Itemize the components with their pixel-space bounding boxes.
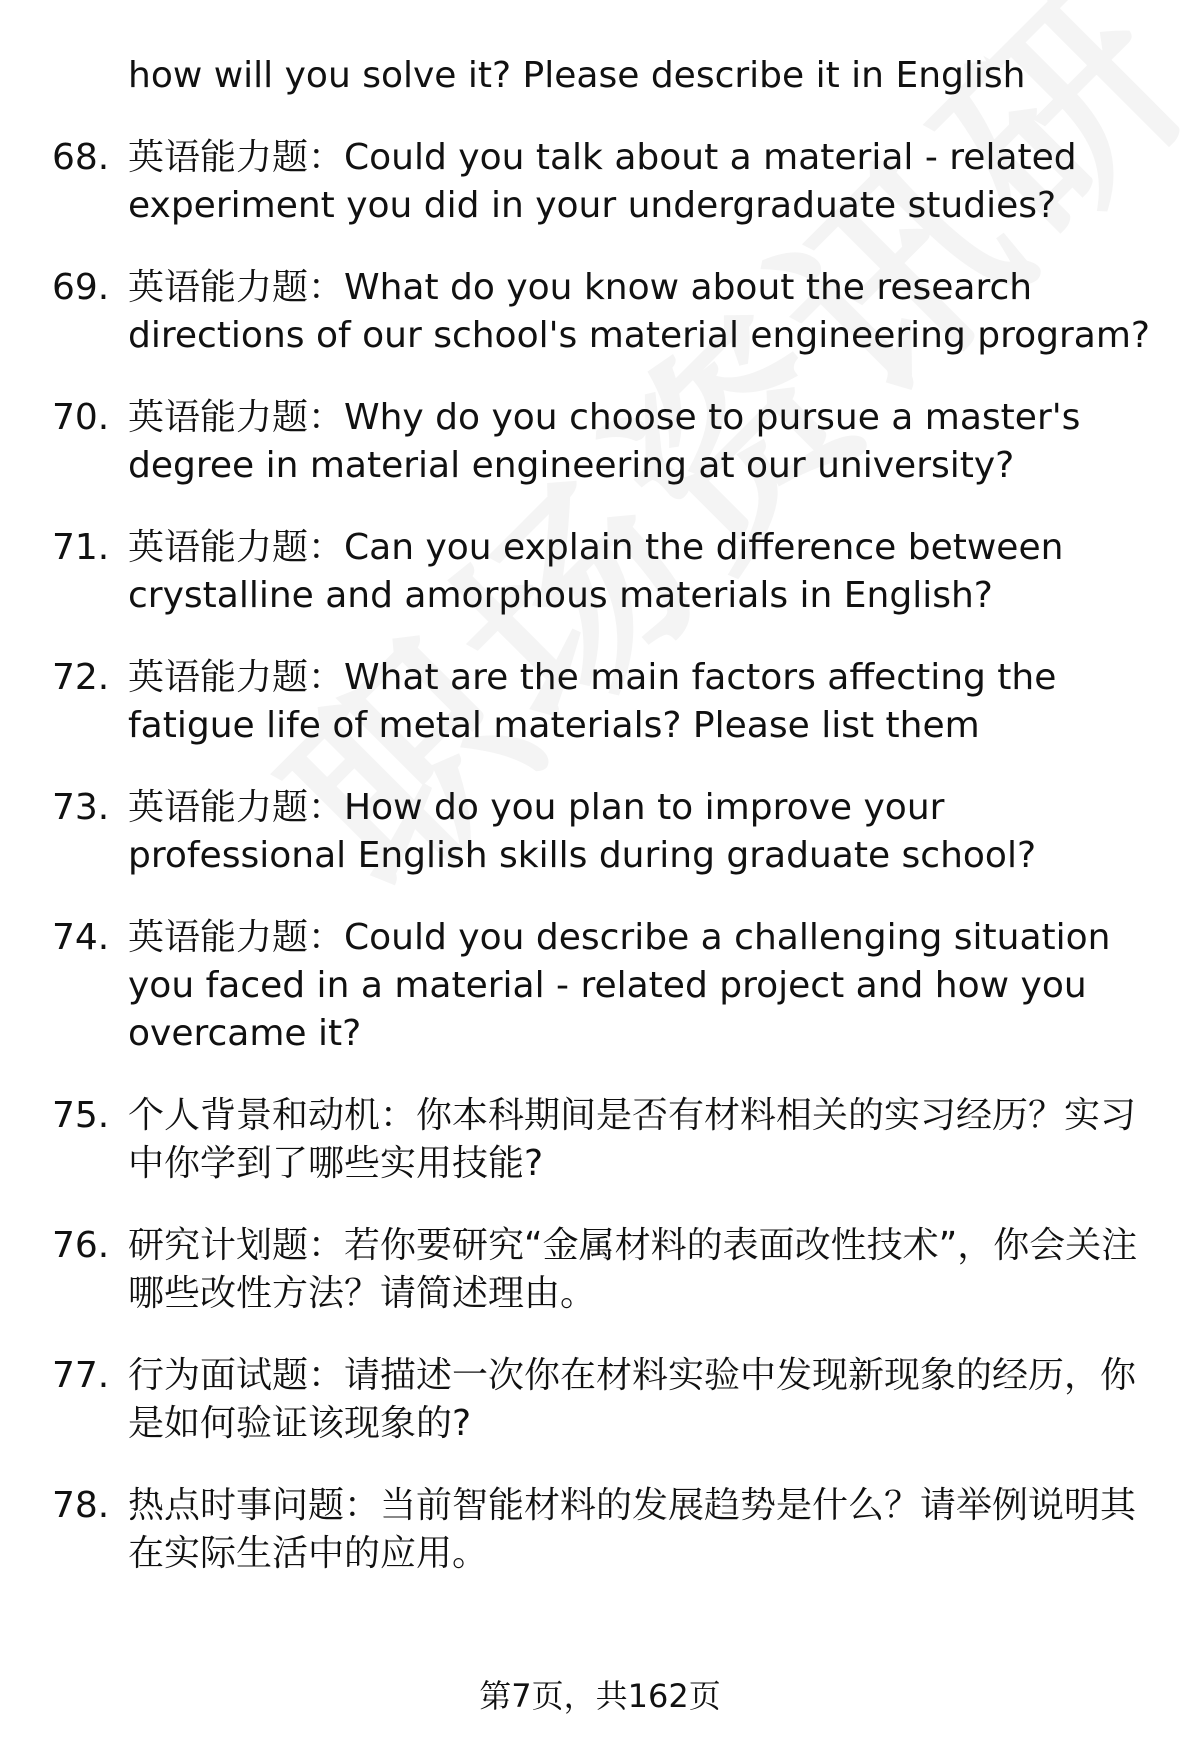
- question-item: [0, 1352, 1200, 1448]
- question-item: [0, 1482, 1200, 1578]
- question-item: [0, 1092, 1200, 1188]
- question-item: [0, 134, 1200, 230]
- question-number: 70.: [52, 397, 110, 438]
- question-number: 73.: [52, 787, 110, 828]
- question-list: [0, 134, 1200, 1578]
- question-number: 71.: [52, 527, 110, 568]
- question-item: [0, 654, 1200, 750]
- question-number: 69.: [52, 267, 110, 308]
- question-text: 热点时事问题：当前智能材料的发展趋势是什么？请举例说明其在实际生活中的应用。: [128, 1485, 1137, 1574]
- question-item: [0, 264, 1200, 360]
- question-text: 英语能力题：Could you talk about a material - related experiment you did in your undergraduate studies?: [128, 137, 1077, 226]
- question-text: 英语能力题：What do you know about the research directions of our school's material engineering program?: [128, 267, 1151, 356]
- question-text: 行为面试题：请描述一次你在材料实验中发现新现象的经历，你是如何验证该现象的?: [128, 1355, 1137, 1444]
- question-number: 77.: [52, 1355, 110, 1396]
- question-item: [0, 1222, 1200, 1318]
- question-number: 76.: [52, 1225, 110, 1266]
- question-text: 英语能力题：Can you explain the difference between crystalline and amorphous materials in English?: [128, 527, 1064, 616]
- question-text: 英语能力题：How do you plan to improve your professional English skills during graduate school?: [128, 787, 1037, 876]
- question-number: 68.: [52, 137, 110, 178]
- question-number: 74.: [52, 917, 110, 958]
- question-text: 英语能力题：Could you describe a challenging situation you faced in a material - related project and how you overcame it?: [128, 917, 1111, 1054]
- question-text: 个人背景和动机：你本科期间是否有材料相关的实习经历？实习中你学到了哪些实用技能?: [128, 1095, 1137, 1184]
- question-item: [0, 784, 1200, 880]
- question-number: 75.: [52, 1095, 110, 1136]
- question-text: 英语能力题：What are the main factors affecting the fatigue life of metal materials? Please list them: [128, 657, 1057, 746]
- question-number: 78.: [52, 1485, 110, 1526]
- question-item: [0, 524, 1200, 620]
- page-footer: 第7页，共162页: [479, 1677, 721, 1715]
- question-text: 研究计划题：若你要研究“金属材料的表面改性技术”，你会关注哪些改性方法？请简述理由。: [128, 1225, 1138, 1314]
- continued-question-text: how will you solve it? Please describe it in English: [128, 55, 1026, 96]
- question-item: [0, 914, 1200, 1058]
- question-number: 72.: [52, 657, 110, 698]
- question-text: 英语能力题：Why do you choose to pursue a master's degree in material engineering at our university?: [128, 397, 1081, 486]
- question-content: [0, 52, 1200, 1612]
- question-item: [0, 394, 1200, 490]
